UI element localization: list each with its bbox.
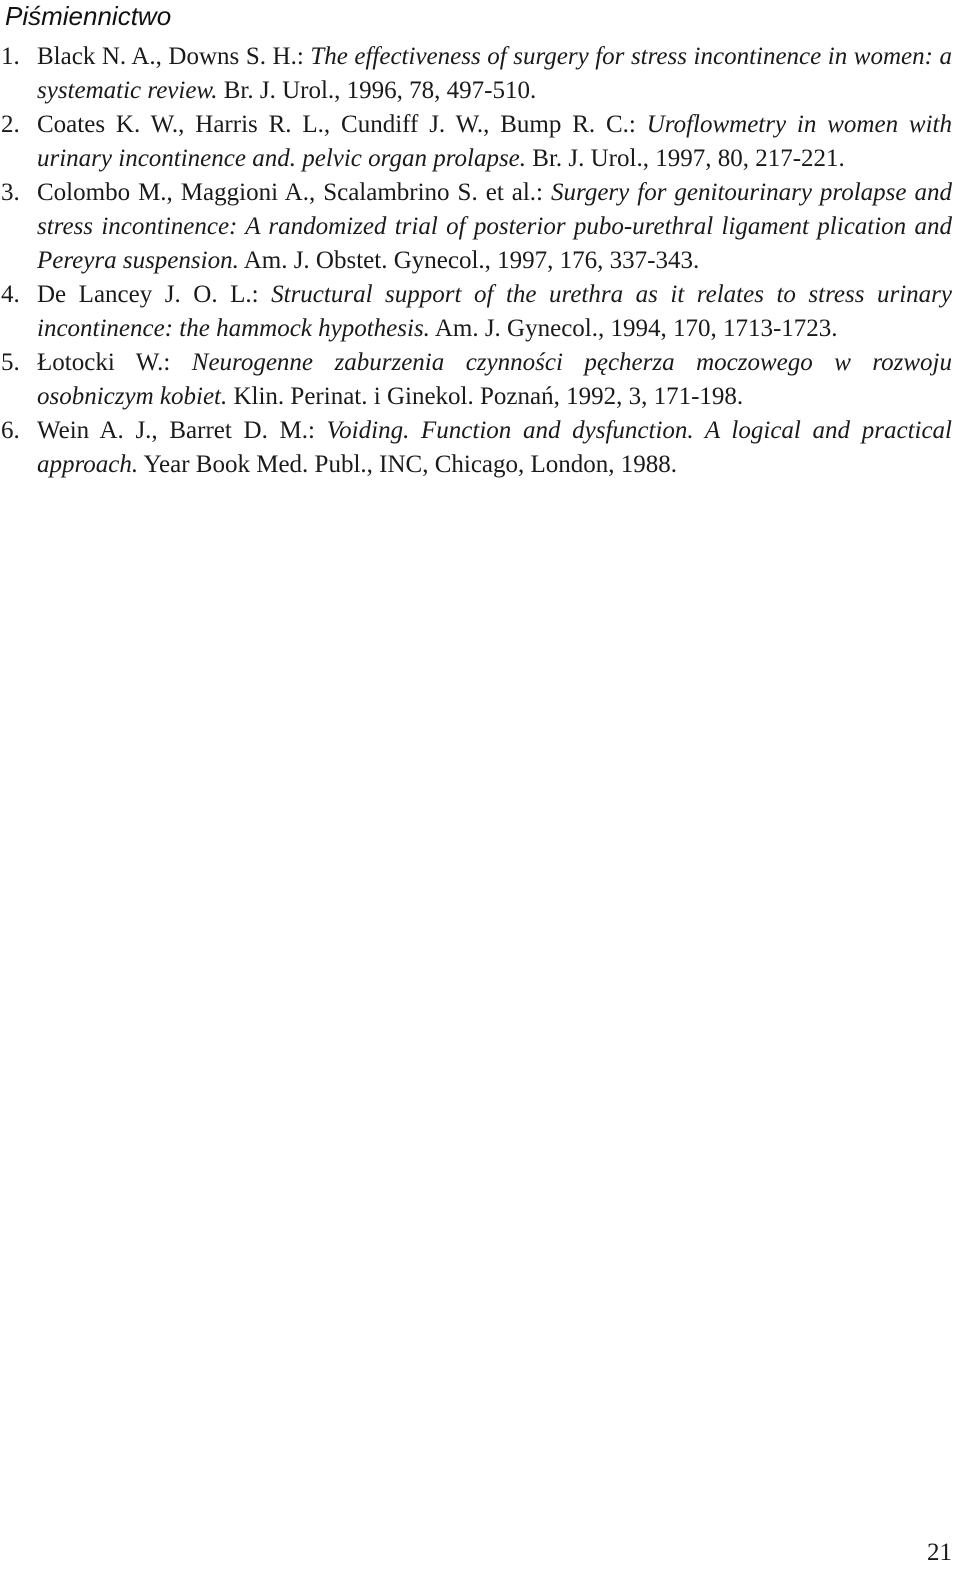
reference-list [0, 40, 952, 482]
reference-number: 6. [1, 417, 20, 444]
reference-item-4 [0, 278, 952, 346]
reference-title: Surgery for genitourinary prolapse and stress incontinence: A randomized trial of posterior pubo-urethral ligament plication and Pereyra suspension. [37, 179, 953, 274]
reference-number: 3. [1, 179, 20, 206]
reference-title: Structural support of the urethra as it relates to stress urinary incontinence: the hammock hypothesis. [37, 281, 952, 342]
reference-item-5 [0, 346, 952, 414]
reference-authors: Łotocki W.: [37, 349, 171, 376]
reference-authors: Black N. A., Downs S. H.: [37, 43, 304, 70]
page-title: Piśmiennictwo [5, 1, 172, 31]
reference-source: Am. J. Obstet. Gynecol., 1997, 176, 337-343. [243, 247, 700, 274]
reference-source: Klin. Perinat. i Ginekol. Poznań, 1992, 3, 171-198. [233, 383, 744, 410]
reference-number: 4. [1, 281, 20, 308]
reference-number: 1. [1, 43, 20, 70]
reference-authors: De Lancey J. O. L.: [37, 281, 259, 308]
reference-item-2 [0, 108, 952, 176]
reference-authors: Coates K. W., Harris R. L., Cundiff J. W., Bump R. C.: [37, 111, 636, 138]
reference-authors: Colombo M., Maggioni A., Scalambrino S. et al.: [37, 179, 544, 206]
reference-item-6 [0, 414, 952, 482]
page-number: 21 [927, 1539, 952, 1566]
reference-title: Voiding. Function and dysfunction. A logical and practical approach. [37, 417, 953, 478]
reference-source: Br. J. Urol., 1996, 78, 497-510. [223, 77, 537, 104]
reference-number: 2. [1, 111, 20, 138]
reference-authors: Wein A. J., Barret D. M.: [37, 417, 315, 444]
reference-source: Year Book Med. Publ., INC, Chicago, London, 1988. [143, 451, 678, 478]
reference-title: Uroflowmetry in women with urinary incontinence and. pelvic organ prolapse. [37, 111, 952, 172]
reference-source: Am. J. Gynecol., 1994, 170, 1713-1723. [434, 315, 838, 342]
reference-title: The effectiveness of surgery for stress incontinence in women: a systematic review. [37, 43, 952, 104]
reference-source: Br. J. Urol., 1997, 80, 217-221. [532, 145, 845, 172]
reference-item-3 [0, 176, 952, 278]
reference-number: 5. [1, 349, 20, 376]
reference-item-1 [0, 40, 952, 108]
reference-title: Neurogenne zaburzenia czynności pęcherza moczowego w rozwoju osobniczym kobiet. [37, 349, 952, 410]
